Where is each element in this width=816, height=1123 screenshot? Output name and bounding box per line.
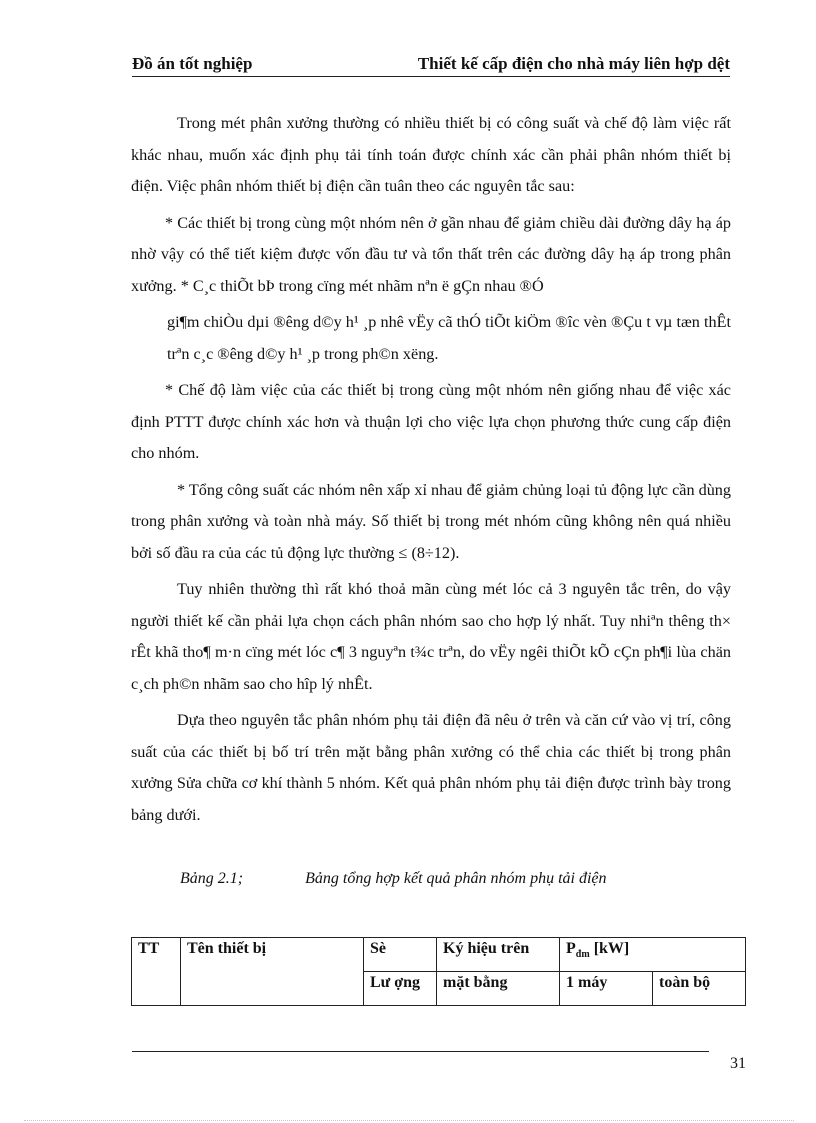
header-cell-total: toàn bộ xyxy=(653,972,746,1006)
header-right-title: Thiết kế cấp điện cho nhà máy liên hợp dệt xyxy=(417,54,730,73)
header-cell-one-machine: 1 máy xyxy=(560,972,653,1006)
paragraph-conclusion: Dựa theo nguyên tắc phân nhóm phụ tải điện đã nêu ở trên và căn cứ vào vị trí, công suất của các thiết bị bố trí trên mặt bằng phân xưởng có thể chia các thiết bị trong phân xưởng Sửa chữa cơ khí thành 5 nhóm. Kết quả phân nhóm phụ tải điện được trình bày trong bảng dưới. xyxy=(131,711,731,824)
page-header xyxy=(132,54,730,77)
caption-label: Bảng 2.1; xyxy=(180,870,244,887)
page-number: 31 xyxy=(730,1055,746,1072)
power-unit: [kW] xyxy=(593,940,630,957)
table-caption xyxy=(180,870,740,888)
paragraph-however: Tuy nhiên thường thì rất khó thoả mãn cùng mét lóc cả 3 nguyên tắc trên, do vậy người thiết kế cần phải lựa chọn cách phân nhóm sao cho hợp lý nhất. Tuy nhiªn thêng th× rÊt khã tho¶ m·n cïng mét lóc c¶ 3 nguyªn t¾c trªn, do vËy ngêi thiÕt kÕ cÇn ph¶i lùa chän c¸ch ph©n nhãm sao cho hîp lý nhÊt. xyxy=(131,580,731,693)
header-cell-symbol-top: Ký hiệu trên xyxy=(437,938,560,972)
paragraph-rule-3: * Tổng công suất các nhóm nên xấp xỉ nhau để giảm chủng loại tủ động lực cần dùng trong phân xưởng và toàn nhà máy. Số thiết bị trong mét nhóm cũng không nên quá nhiều bởi số đầu ra của các tủ động lực thường ≤ (8÷12). xyxy=(131,480,731,562)
body-text xyxy=(131,108,731,836)
paragraph-rule-1-garbled: gi¶m chiÒu dµi ®êng d©y h¹ ¸p nhê vËy cã thÓ tiÕt kiÖm ®îc vèn ®Çu t vµ tæn thÊt trªn c¸c ®êng d©y h¹ ¸p trong ph©n xëng. xyxy=(167,313,731,363)
paragraph-rule-1: * Các thiết bị trong cùng một nhóm nên ở gần nhau để giảm chiều dài đường dây hạ áp nhờ vậy có thể tiết kiệm được vốn đầu tư và tổn thất trên các đường dây hạ áp trong phân xưởng. * C¸c thiÕt bÞ trong cïng mét nhãm nªn ë gÇn nhau ®Ó xyxy=(131,213,731,295)
paragraph-intro: Trong mét phân xưởng thường có nhiều thiết bị có công suất và chế độ làm việc rất khác nhau, muốn xác định phụ tải tính toán được chính xác cần phải phân nhóm thiết bị điện. Việc phân nhóm thiết bị điện cần tuân theo các nguyên tắc sau: xyxy=(131,114,731,195)
summary-table xyxy=(131,937,746,1006)
header-cell-symbol-bottom: mặt bằng xyxy=(437,972,560,1006)
table-header-row-1 xyxy=(132,938,746,972)
power-subscript: đm xyxy=(575,949,590,961)
header-cell-power xyxy=(560,938,746,972)
paragraph-rule-2: * Chế độ làm việc của các thiết bị trong cùng một nhóm nên giống nhau để việc xác định PTTT được chính xác hơn và thuận lợi cho việc lựa chọn phương thức cung cấp điện cho nhóm. xyxy=(131,381,731,462)
header-cell-qty-top: Sè xyxy=(364,938,437,972)
page-edge-dotted-line xyxy=(24,1120,794,1121)
power-symbol: P xyxy=(566,940,576,957)
header-cell-qty-bottom: Lư ợng xyxy=(364,972,437,1006)
header-left-title: Đồ án tốt nghiệp xyxy=(132,54,253,73)
footer-divider xyxy=(132,1051,709,1052)
header-cell-name: Tên thiết bị xyxy=(181,938,364,1006)
header-cell-tt: TT xyxy=(132,938,181,1006)
caption-title: Bảng tổng hợp kết quả phân nhóm phụ tải điện xyxy=(305,870,607,887)
